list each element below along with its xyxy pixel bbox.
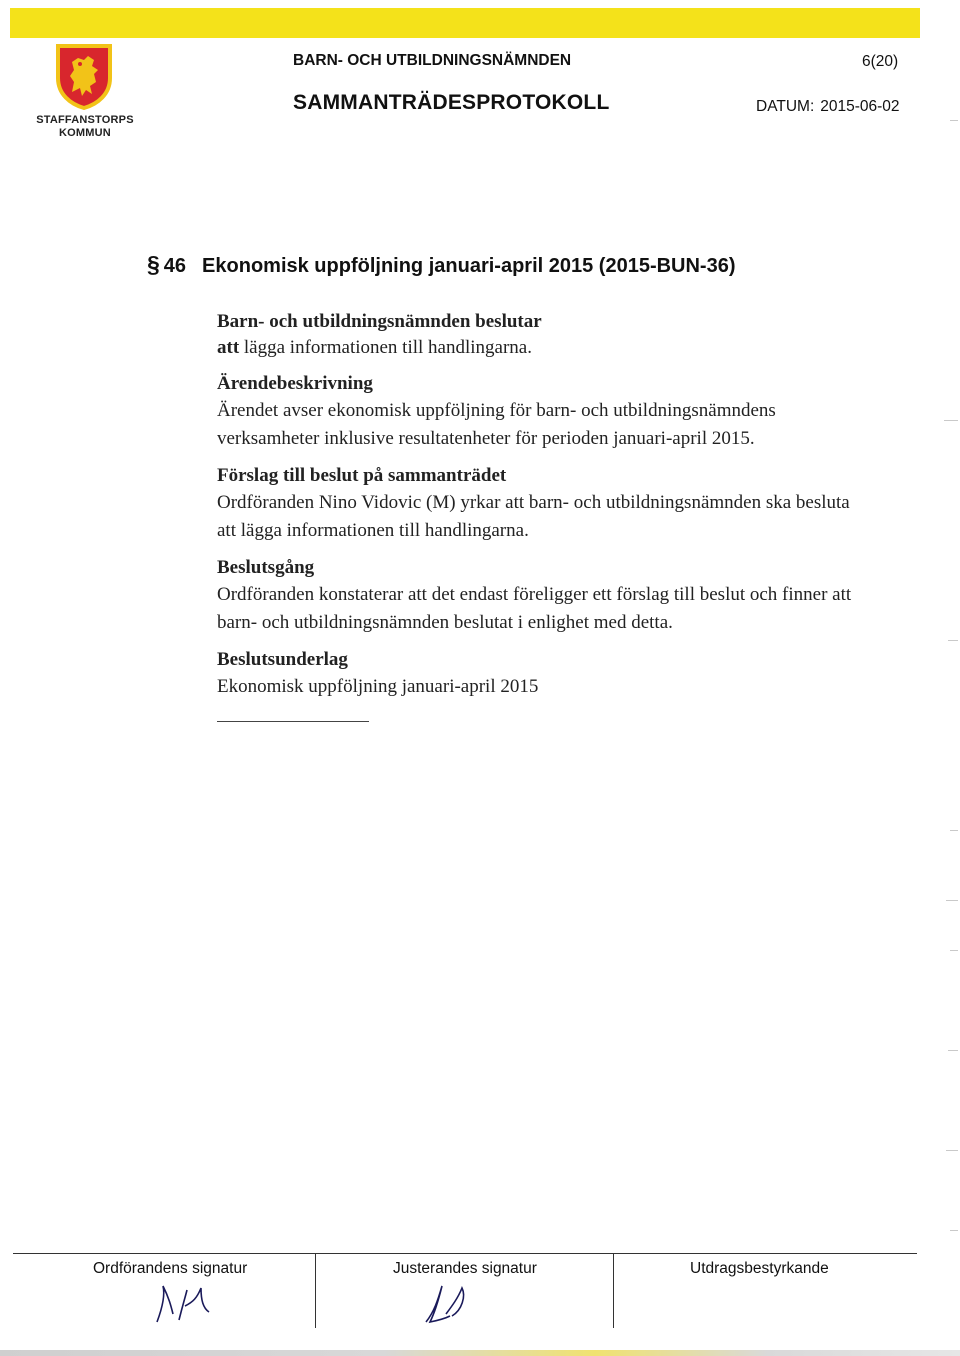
- adjuster-signature-label: Justerandes signatur: [393, 1260, 537, 1277]
- block-case-description: [217, 371, 857, 453]
- logo-name-line1: STAFFANSTORPS: [36, 114, 134, 126]
- extract-certification-label: Utdragsbestyrkande: [690, 1260, 829, 1277]
- board-name: BARN- OCH UTBILDNINGSNÄMNDEN: [293, 52, 572, 69]
- decision-att: att: [217, 337, 240, 358]
- block-text: Ordföranden konstaterar att det endast föreligger ett förslag till beslut och finner att barn- och utbildningsnämnden beslutat i enlighet med detta.: [217, 584, 852, 633]
- adjuster-signature-mark: [416, 1276, 476, 1328]
- date-value: 2015-06-02: [820, 98, 900, 115]
- adjuster-signature-cell: [315, 1254, 614, 1328]
- block-decision-process: [217, 555, 857, 637]
- decision-label: Barn- och utbildningsnämnden beslutar: [217, 311, 542, 332]
- chair-signature-cell: [13, 1254, 315, 1328]
- block-heading: Förslag till beslut på sammanträdet: [217, 465, 507, 486]
- section-heading: [147, 251, 736, 278]
- section-title: Ekonomisk uppföljning januari-april 2015 (2015-BUN-36): [202, 255, 736, 277]
- header-color-strip: [10, 8, 920, 38]
- block-text: Ordföranden Nino Vidovic (M) yrkar att barn- och utbildningsnämnden ska besluta att lägga informationen till handlingarna.: [217, 492, 850, 541]
- logo-name-line2: KOMMUN: [59, 127, 111, 139]
- coat-of-arms-icon: [54, 42, 114, 110]
- block-heading: Ärendebeskrivning: [217, 373, 373, 394]
- signature-table: [13, 1253, 917, 1328]
- block-heading: Beslutsunderlag: [217, 649, 348, 670]
- section-number: 46: [163, 255, 187, 277]
- page-number: 6(20): [862, 53, 899, 70]
- document-title: SAMMANTRÄDESPROTOKOLL: [293, 91, 610, 114]
- block-decision-basis: [217, 647, 857, 701]
- decision-text: [217, 335, 857, 361]
- block-heading: Beslutsgång: [217, 557, 315, 578]
- block-text: Ärendet avser ekonomisk uppföljning för barn- och utbildningsnämndens verksamheter inklusive resultatenheter för perioden januari-april 2015.: [217, 400, 776, 449]
- minutes-body: [217, 309, 857, 722]
- municipality-logo: [30, 42, 140, 140]
- end-rule: [217, 721, 369, 722]
- block-proposal: [217, 463, 857, 545]
- decision-body: lägga informationen till handlingarna.: [243, 337, 532, 358]
- meeting-date: [756, 98, 900, 116]
- scan-bottom-edge: [0, 1350, 960, 1356]
- scan-edge-marks: [938, 90, 960, 1290]
- block-text: Ekonomisk uppföljning januari-april 2015: [217, 676, 539, 697]
- extract-certification-cell: [613, 1254, 918, 1328]
- paragraph-symbol: §: [147, 251, 160, 277]
- date-label: DATUM:: [756, 98, 815, 115]
- chair-signature-label: Ordförandens signatur: [93, 1260, 248, 1277]
- chair-signature-mark: [149, 1276, 219, 1326]
